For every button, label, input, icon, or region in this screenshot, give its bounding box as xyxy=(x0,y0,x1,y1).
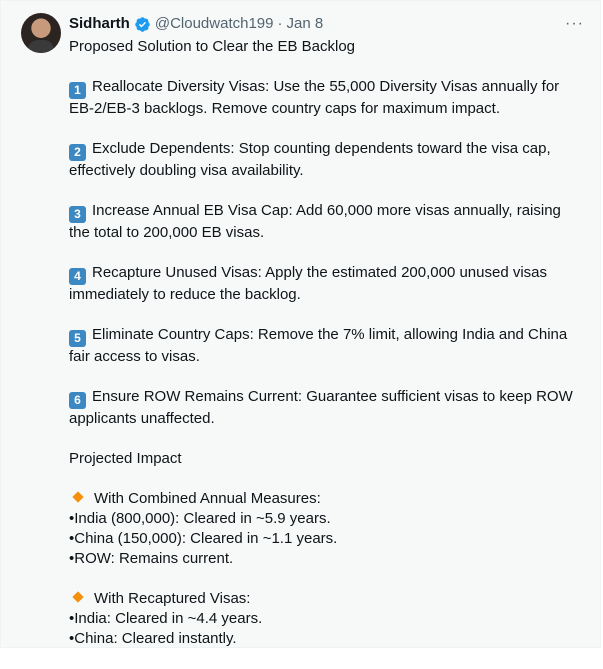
tweet-date[interactable]: Jan 8 xyxy=(286,15,324,32)
item-line: Exclude Dependents: Stop counting dependents toward the visa cap, xyxy=(92,140,551,157)
list-item xyxy=(69,387,589,429)
list-item xyxy=(69,139,589,181)
combined-heading: With Combined Annual Measures: xyxy=(94,490,321,507)
keycap-4-icon: 4 xyxy=(69,268,86,285)
tweet-text xyxy=(69,37,589,669)
orange-diamond-icon xyxy=(72,591,83,602)
list-item: •China (150,000): Cleared in ~1.1 years. xyxy=(69,530,338,547)
impact-heading: Projected Impact xyxy=(69,450,182,467)
item-line: EB-2/EB-3 backlogs. Remove country caps for maximum impact. xyxy=(69,100,500,117)
list-item: •India: Cleared in ~4.4 years. xyxy=(69,610,263,627)
tweet-header xyxy=(69,14,323,34)
item-line: Eliminate Country Caps: Remove the 7% limit, allowing India and China xyxy=(92,326,568,343)
author-handle[interactable]: @Cloudwatch199 xyxy=(154,15,274,32)
list-item xyxy=(69,201,589,243)
keycap-1-icon: 1 xyxy=(69,82,86,99)
item-line: fair access to visas. xyxy=(69,348,200,365)
item-line: Recapture Unused Visas: Apply the estimated 200,000 unused visas xyxy=(92,264,548,281)
keycap-6-icon: 6 xyxy=(69,392,86,409)
recaptured-heading: With Recaptured Visas: xyxy=(94,590,251,607)
keycap-2-icon: 2 xyxy=(69,144,86,161)
item-line: Increase Annual EB Visa Cap: Add 60,000 more visas annually, raising xyxy=(92,202,561,219)
tweet-title-block xyxy=(69,37,589,57)
item-line: immediately to reduce the backlog. xyxy=(69,286,301,303)
list-item xyxy=(69,77,589,119)
keycap-3-icon: 3 xyxy=(69,206,86,223)
item-line: effectively doubling visa availability. xyxy=(69,162,304,179)
list-item xyxy=(69,325,589,367)
keycap-5-icon: 5 xyxy=(69,330,86,347)
list-item xyxy=(69,263,589,305)
list-item: •India (800,000): Cleared in ~5.9 years. xyxy=(69,510,331,527)
item-line: Ensure ROW Remains Current: Guarantee sufficient visas to keep ROW xyxy=(92,388,573,405)
recaptured-visas-block xyxy=(69,589,589,649)
verified-badge-icon xyxy=(134,16,151,33)
item-line: the total to 200,000 EB visas. xyxy=(69,224,265,241)
more-options-icon[interactable]: ··· xyxy=(565,15,584,32)
item-line: applicants unaffected. xyxy=(69,410,215,427)
impact-heading-block xyxy=(69,449,589,469)
item-line: Reallocate Diversity Visas: Use the 55,000 Diversity Visas annually for xyxy=(92,78,560,95)
combined-measures-block xyxy=(69,489,589,569)
orange-diamond-icon xyxy=(72,491,83,502)
list-item: •China: Cleared instantly. xyxy=(69,630,237,647)
avatar[interactable] xyxy=(21,13,61,53)
list-item: •ROW: Remains current. xyxy=(69,550,234,567)
author-name[interactable]: Sidharth xyxy=(69,15,130,32)
separator-dot: · xyxy=(277,15,283,32)
tweet-title: Proposed Solution to Clear the EB Backlog xyxy=(69,38,356,55)
